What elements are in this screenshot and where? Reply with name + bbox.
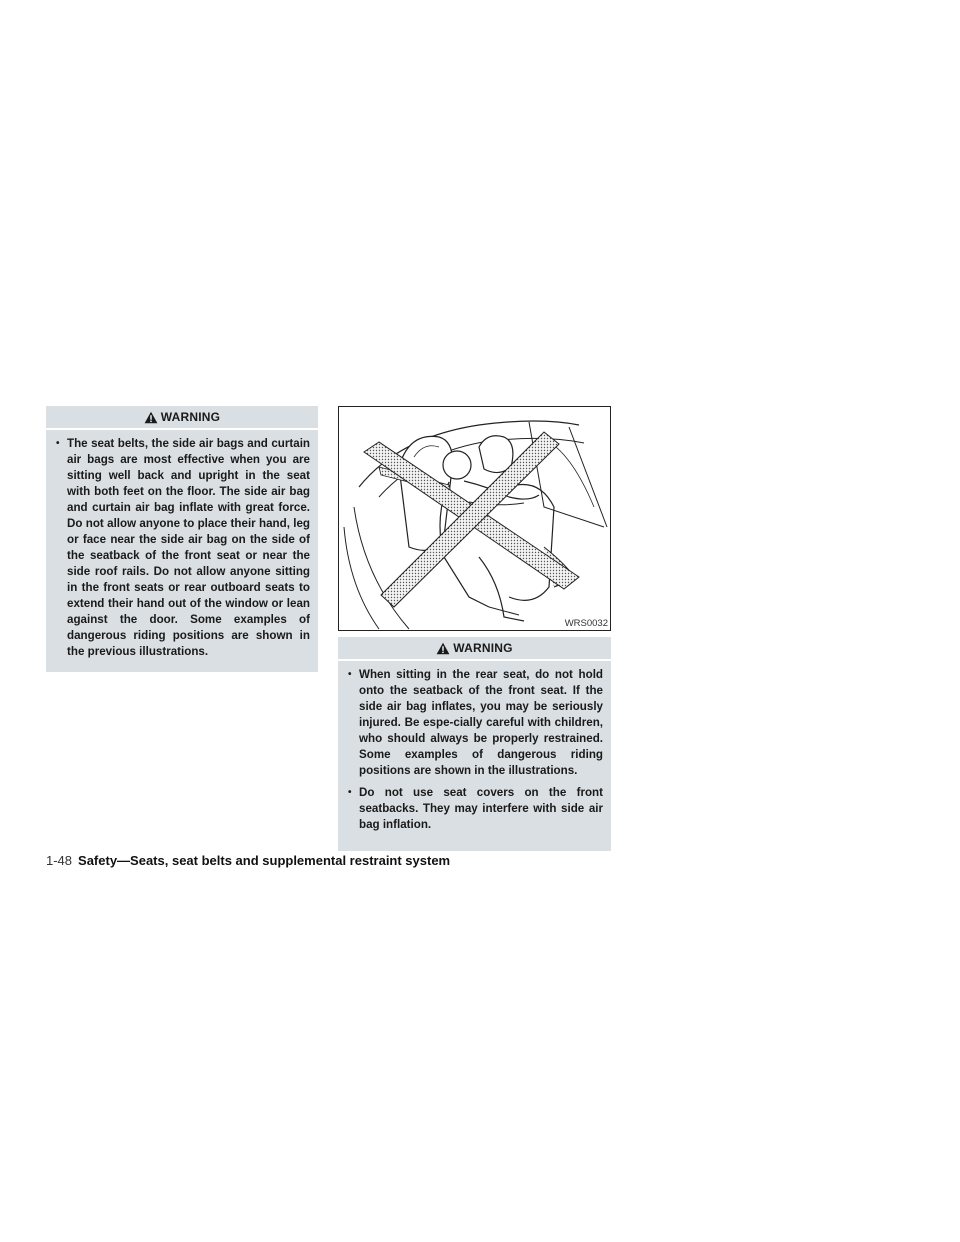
illustration-rear-seat-occupant [338, 406, 611, 631]
warning-item: • Do not use seat covers on the front seatbacks. They may interfere with side air bag inflation. [348, 785, 603, 833]
warning-triangle-icon [436, 642, 450, 655]
warning-item: • When sitting in the rear seat, do not hold onto the seatback of the front seat. If the side air bag inflates, you may be seriously injured. Be espe-cially careful with children, who should always be properly restrained. Some examples of dangerous riding positions are shown in the illustrations. [348, 667, 603, 779]
warning-item: • The seat belts, the side air bags and curtain air bags are most effective when you are sitting well back and upright in the seat with both feet on the floor. The side air bag and curtain air bag inflate with great force. Do not allow anyone to place their hand, leg or face near the side air bag on the side of the seatback of the front seat or near the side roof rails. Do not allow anyone sitting in the front seats or rear outboard seats to extend their hand out of the window or lean against the door. Some examples of dangerous riding positions are shown in the previous illustrations. [56, 436, 310, 660]
figure-code: WRS0032 [564, 618, 608, 629]
warning-header [46, 406, 318, 430]
warning-box-left [46, 406, 318, 672]
page-number: 1-48 [46, 853, 73, 868]
warning-triangle-icon [144, 411, 158, 424]
section-title: Safety—Seats, seat belts and supplemental restraint system [78, 853, 451, 868]
crossed-out-riding-position-illustration [339, 407, 610, 630]
page-footer [46, 853, 450, 868]
warning-box-right [338, 637, 611, 851]
warning-title: WARNING [160, 410, 221, 424]
warning-header [338, 637, 611, 661]
warning-title: WARNING [453, 641, 513, 655]
